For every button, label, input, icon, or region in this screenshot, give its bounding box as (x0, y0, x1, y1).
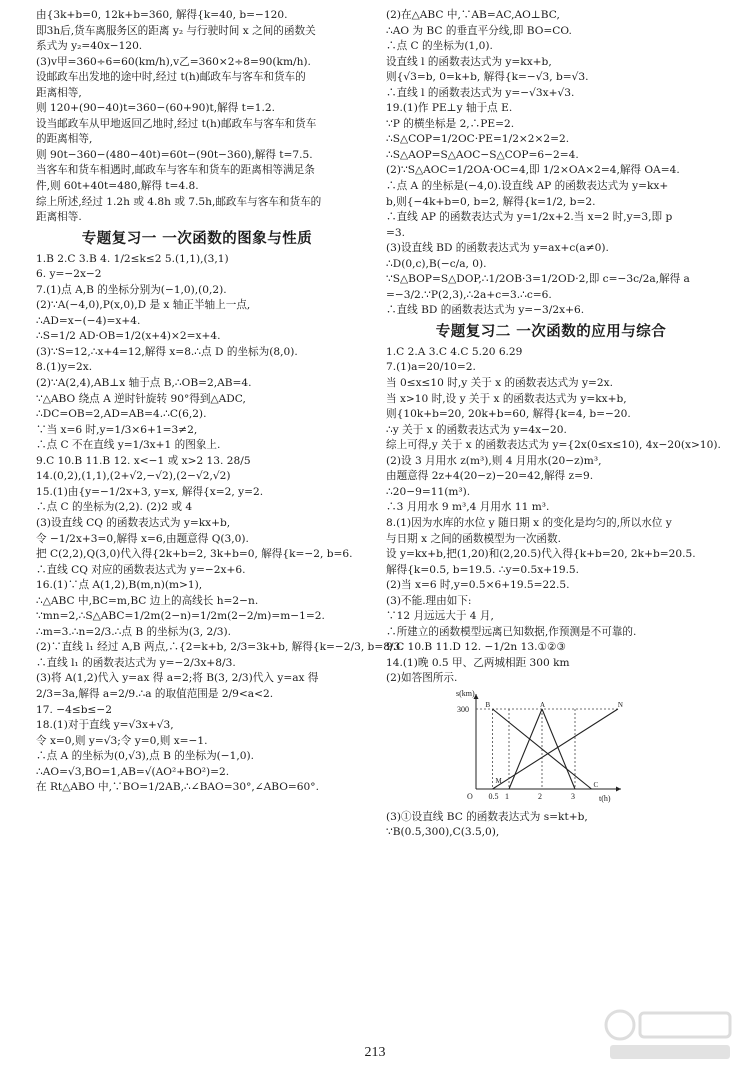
y-axis-label: s(km) (456, 688, 475, 698)
text-line: 7.(1)点 A,B 的坐标分别为(−1,0),(0,2). (36, 283, 227, 296)
line-to-A (509, 709, 542, 789)
text-line: 18.(1)对于直线 y=√3x+√3, (36, 719, 174, 732)
text-line: 由题意得 2z+4(20−z)−20=42,解得 z=9. (386, 470, 594, 483)
origin-label: O (467, 791, 473, 801)
text-line: 9.C 10.B 11.B 12. x<−1 或 x>2 13. 28/5 (36, 454, 251, 467)
text-line: 16.(1)∵点 A(1,2),B(m,n)(m>1), (36, 579, 203, 592)
text-line: ∴直线 CQ 对应的函数表达式为 y=−2x+6. (36, 563, 246, 576)
text-line: 当 0≤x≤10 时,y 关于 x 的函数表达式为 y=2x. (386, 377, 613, 390)
answer-graph (456, 689, 626, 804)
text-line: 解得{k=0.5, b=19.5. ∴y=0.5x+19.5. (386, 563, 580, 576)
right-column (386, 8, 721, 841)
text-line: =3. (386, 226, 405, 239)
text-line: (3)将 A(1,2)代入 y=ax 得 a=2;将 B(3, 2/3)代入 y=ax 得 (36, 672, 319, 685)
text-line: 15.(1)由{y=−1/2x+3, y=x, 解得{x=2, y=2. (36, 485, 264, 498)
text-line: ∴m=3.∴n=2/3.∴点 B 的坐标为(3, 2/3). (36, 625, 232, 638)
text-line: (3)设直线 BD 的函数表达式为 y=ax+c(a≠0). (386, 242, 609, 255)
y-tick-300: 300 (457, 704, 469, 714)
text-line: 2/3=3a,解得 a=2/9.∴a 的取值范围是 2/9<a<2. (36, 687, 274, 700)
text-line: (3)设直线 CQ 的函数表达式为 y=kx+b, (36, 516, 231, 529)
x-axis-arrow (616, 786, 621, 791)
text-line: 当 x>10 时,设 y 关于 x 的函数表达式为 y=kx+b, (386, 392, 627, 405)
text-line: 在 Rt△ABO 中,∵BO=1/2AB,∴∠BAO=30°,∠ABO=60°. (36, 781, 319, 794)
left-column (36, 8, 404, 796)
text-line: (2)设 3 月用水 z(m³),则 4 月用水(20−z)m³, (386, 454, 602, 467)
text-line: (2)在△ABC 中,∵AB=AC,AO⊥BC, (386, 9, 560, 21)
text-line: (2)如答图所示. (386, 672, 458, 685)
text-line: 则{10k+b=20, 20k+b=60, 解得{k=4, b=−20. (386, 408, 631, 421)
text-line: ∵S△BOP=S△DOP,∴1/2OB·3=1/2OD·2,即 c=−3c/2a,解得 a (386, 273, 690, 286)
text-line: 当客车和货车相遇时,邮政车与客车和货车的距离相等满足条 (36, 164, 315, 177)
text-line: ∴直线 l 的函数表达式为 y=−√3x+√3. (386, 86, 575, 99)
text-line: (2)∵S△AOC=1/2OA·OC=4,即 1/2×OA×2=4,解得 OA=4. (386, 164, 680, 177)
text-line: ∴AD=x−(−4)=x+4. (36, 314, 141, 327)
text-line: ∴直线 AP 的函数表达式为 y=1/2x+2.当 x=2 时,y=3,即 p (386, 211, 673, 224)
text-line: (2)∵直线 l₁ 经过 A,B 两点,∴{2=k+b, 2/3=3k+b, 解得{k=−2/3, b=8/3. (36, 641, 404, 654)
text-line: 令 −1/2x+3=0,解得 x=6,由题意得 Q(3,0). (36, 532, 249, 545)
text-line: ∴所建立的函数模型远离已知数据,作预测是不可靠的. (386, 625, 637, 638)
text-line: ∴AO 为 BC 的垂直平分线,即 BO=CO. (386, 24, 572, 37)
text-line: 把 C(2,2),Q(3,0)代入得{2k+b=2, 3k+b=0, 解得{k=−2, b=6. (36, 548, 353, 561)
text-line: 7.(1)a=20/10=2. (386, 361, 476, 374)
x-tick: 2 (538, 791, 542, 801)
line-MN (493, 709, 618, 789)
text-line: 设直线 l 的函数表达式为 y=kx+b, (386, 55, 552, 68)
text-line: 1.C 2.A 3.C 4.C 5.20 6.29 (386, 345, 523, 358)
text-line: ∴y 关于 x 的函数表达式为 y=4x−20. (386, 423, 567, 436)
text-line: ∴3 月用水 9 m³,4 月用水 11 m³. (386, 501, 550, 514)
text-line: 系式为 y₂=40x−120. (36, 40, 143, 53)
x-axis-label: t(h) (599, 793, 611, 803)
text-line: ∴点 C 的坐标为(2,2). (2)2 或 4 (36, 501, 193, 514)
line-from-A (542, 709, 575, 789)
text-line: ∴S△AOP=S△AOC−S△COP=6−2=4. (386, 148, 579, 161)
text-line: (2)∵A(2,4),AB⊥x 轴于点 B,∴OB=2,AB=4. (36, 377, 252, 390)
text-line: ∵12 月远远大于 4 月, (386, 610, 494, 623)
text-line: ∴D(0,c),B(−c/a, 0). (386, 257, 487, 270)
text-line: 14.(0,2),(1,1),(2+√2,−√2),(2−√2,√2) (36, 470, 231, 483)
text-line: ∴点 C 的坐标为(1,0). (386, 40, 493, 53)
text-line: (3)∵S=12,∴x+4=12,解得 x=8.∴点 D 的坐标为(8,0). (36, 345, 298, 358)
text-line: ∴点 A 的坐标为(0,√3),点 B 的坐标为(−1,0). (36, 750, 255, 763)
text-line: 19.(1)作 PE⊥y 轴于点 E. (386, 102, 513, 115)
text-line: (3)v甲=360÷6=60(km/h),v乙=360×2÷8=90(km/h). (36, 55, 311, 68)
text-line: (2)∵A(−4,0),P(x,0),D 是 x 轴正半轴上一点, (36, 299, 251, 312)
text-line: ∴S=1/2 AD·OB=1/2(x+4)×2=x+4. (36, 330, 221, 343)
text-line: 9.C 10.B 11.D 12. −1/2n 13.①②③ (386, 641, 566, 654)
point-label-C: C (593, 780, 599, 789)
text-line: 的距离相等, (36, 133, 93, 146)
text-line: 令 x=0,则 y=√3;令 y=0,则 x=−1. (36, 734, 208, 747)
text-line: ∵当 x=6 时,y=1/3×6+1=3≠2, (36, 423, 198, 436)
text-line: (3)①设直线 BC 的函数表达式为 s=kt+b, (386, 810, 588, 823)
section-heading: 专题复习二 一次函数的应用与综合 (435, 323, 667, 340)
text-line: ∵P 的横坐标是 2,∴PE=2. (386, 117, 515, 130)
text-line: ∴直线 l₁ 的函数表达式为 y=−2/3x+8/3. (36, 656, 236, 669)
watermark-logo (600, 1005, 740, 1065)
text-line: ∴DC=OB=2,AD=AB=4.∴C(6,2). (36, 408, 207, 421)
text-line: 由{3k+b=0, 12k+b=360, 解得{k=40, b=−120. (36, 9, 288, 21)
text-line: 设邮政车出发地的途中时,经过 t(h)邮政车与客车和货车的 (36, 71, 306, 84)
text-line: 14.(1)晚 0.5 甲、乙两城相距 300 km (386, 656, 570, 669)
text-line: ∴直线 BD 的函数表达式为 y=−3/2x+6. (386, 304, 585, 317)
text-line: ∴△ABC 中,BC=m,BC 边上的高线长 h=2−n. (36, 594, 259, 607)
point-label-A: A (540, 700, 546, 709)
text-line: ∴20−9=11(m³). (386, 485, 471, 498)
text-line: 8.(1)因为水库的水位 y 随日期 x 的变化是均匀的,所以水位 y (386, 516, 672, 529)
text-line: ∵△ABO 绕点 A 逆时针旋转 90°得到△ADC, (36, 392, 246, 405)
page-number: 213 (364, 1045, 386, 1060)
text-line: 与日期 x 之间的函数模型为一次函数. (386, 532, 561, 545)
text-line: 设 y=kx+b,把(1,20)和(2,20.5)代入得{k+b=20, 2k+b=20.5. (386, 548, 696, 561)
text-line: 8.(1)y=2x. (36, 361, 93, 374)
text-line: (2)当 x=6 时,y=0.5×6+19.5=22.5. (386, 579, 570, 592)
text-line: 6. y=−2x−2 (36, 268, 102, 281)
section-heading: 专题复习一 一次函数的图象与性质 (81, 230, 313, 247)
point-label-M: M (495, 776, 502, 785)
text-line: 设当邮政车从甲地返回乙地时,经过 t(h)邮政车与客车和货车 (36, 117, 317, 130)
text-line: ∴点 C 不在直线 y=1/3x+1 的图象上. (36, 439, 221, 452)
text-line: 则 90t−360−(480−40t)=60t−(90t−360),解得 t=7.5. (36, 148, 313, 161)
point-label-N: N (617, 700, 623, 709)
point-label-B: B (485, 700, 491, 709)
text-line: ∴AO=√3,BO=1,AB=√(AO²+BO²)=2. (36, 765, 230, 778)
text-line: ∴点 A 的坐标是(−4,0).设直线 AP 的函数表达式为 y=kx+ (386, 180, 669, 193)
x-tick: 1 (505, 791, 509, 801)
text-line: 即3h后,货车离服务区的距离 y₂ 与行驶时间 x 之间的函数关 (36, 24, 316, 37)
text-line: 综上可得,y 关于 x 的函数表达式为 y={2x(0≤x≤10), 4x−20(x>10). (386, 439, 721, 452)
text-line: =−3/2.∵P(2,3),∴2a+c=3.∴c=6. (386, 288, 552, 301)
text-line: 1.B 2.C 3.B 4. 1/2≤k≤2 5.(1,1),(3,1) (36, 252, 229, 265)
text-line: ∵B(0.5,300),C(3.5,0), (386, 826, 500, 839)
text-line: b,则{−4k+b=0, b=2, 解得{k=1/2, b=2. (386, 195, 596, 208)
text-line: (3)不能.理由如下: (386, 594, 472, 607)
text-line: 距离相等. (36, 211, 82, 224)
text-line: 件,则 60t+40t=480,解得 t=4.8. (36, 180, 199, 193)
text-line: 17. −4≤b≤−2 (36, 703, 112, 716)
text-line: 距离相等, (36, 86, 82, 99)
x-tick: 3 (571, 791, 575, 801)
text-line: ∵mn=2,∴S△ABC=1/2m(2−n)=1/2m(2−2/m)=m−1=2. (36, 610, 325, 623)
text-line: 则{√3=b, 0=k+b, 解得{k=−√3, b=√3. (386, 71, 589, 84)
text-line: 则 120+(90−40)t=360−(60+90)t,解得 t=1.2. (36, 102, 276, 115)
text-line: 综上所述,经过 1.2h 或 4.8h 或 7.5h,邮政车与客车和货车的 (36, 195, 322, 208)
text-line: ∴S△COP=1/2OC·PE=1/2×2×2=2. (386, 133, 570, 146)
x-tick: 0.5 (488, 791, 499, 801)
